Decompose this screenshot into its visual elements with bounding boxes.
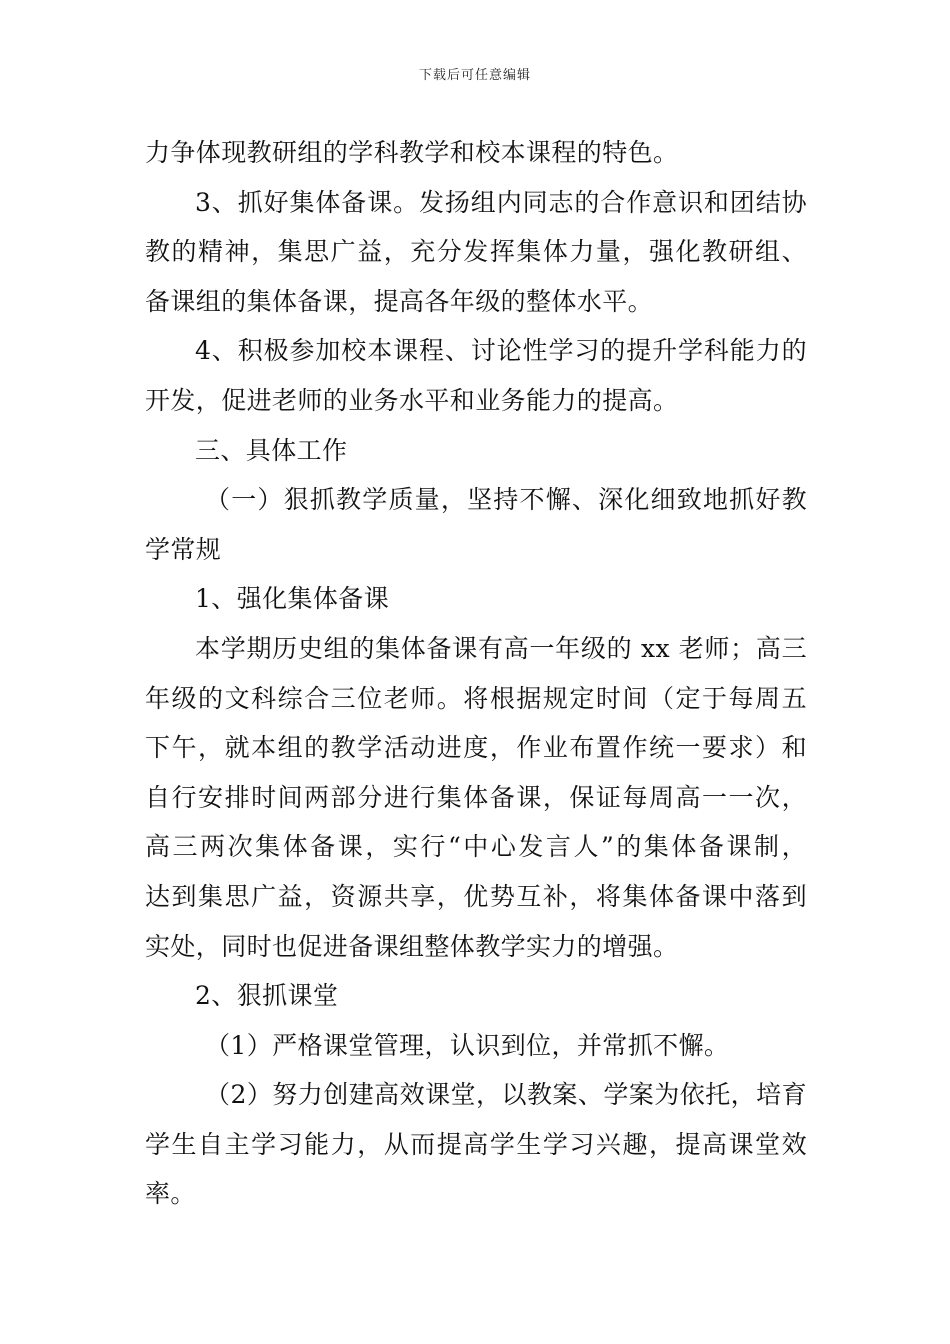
text-line: （一）狠抓教学质量，坚持不懈、深化细致地抓好教 — [205, 485, 807, 515]
paragraph — [145, 128, 807, 178]
page-header: 下载后可任意编辑 — [418, 68, 531, 83]
text-line: 3、抓好集体备课。发扬组内同志的合作意识和团结协 — [195, 187, 807, 217]
paragraph — [145, 426, 807, 476]
paragraph — [145, 624, 807, 971]
paragraph — [145, 1070, 807, 1219]
text-line: 达到集思广益，资源共享，优势互补，将集体备课中落到 — [145, 881, 807, 911]
text-line: 开发，促进老师的业务水平和业务能力的提高。 — [145, 385, 679, 415]
text-line: 高三两次集体备课，实行“中心发言人”的集体备课制， — [145, 832, 807, 862]
text-line: 本学期历史组的集体备课有高一年级的 xx 老师；高三 — [195, 633, 807, 663]
text-line: 下午，就本组的教学活动进度，作业布置作统一要求）和 — [145, 733, 807, 763]
paragraph — [145, 475, 807, 574]
text-line: 备课组的集体备课，提高各年级的整体水平。 — [145, 286, 654, 316]
text-line: 2、狠抓课堂 — [195, 981, 339, 1011]
text-line: 实处，同时也促进备课组整体教学实力的增强。 — [145, 931, 679, 961]
paragraph — [145, 1021, 807, 1071]
text-line: 4、积极参加校本课程、讨论性学习的提升学科能力的 — [195, 336, 807, 366]
text-line: 年级的文科综合三位老师。将根据规定时间（定于每周五 — [145, 683, 807, 713]
paragraph — [145, 971, 807, 1021]
text-line: 学生自主学习能力，从而提高学生学习兴趣，提高课堂效 — [145, 1129, 807, 1159]
text-line: （1）严格课堂管理，认识到位，并常抓不懈。 — [205, 1030, 730, 1060]
text-line: 1、强化集体备课 — [195, 584, 390, 614]
text-line: 教的精神，集思广益，充分发挥集体力量，强化教研组、 — [145, 237, 807, 267]
paragraph — [145, 326, 807, 425]
text-line: （2）努力创建高效课堂，以教案、学案为依托，培育 — [205, 1080, 807, 1110]
text-line: 力争体现教研组的学科教学和校本课程的特色。 — [145, 138, 679, 167]
text-line: 学常规 — [145, 534, 222, 564]
text-line: 三、具体工作 — [195, 435, 348, 465]
text-line: 率。 — [145, 1179, 196, 1209]
paragraph — [145, 178, 807, 327]
paragraph — [145, 574, 807, 624]
text-line: 自行安排时间两部分进行集体备课，保证每周高一一次， — [145, 782, 807, 812]
document-body — [145, 128, 807, 1219]
